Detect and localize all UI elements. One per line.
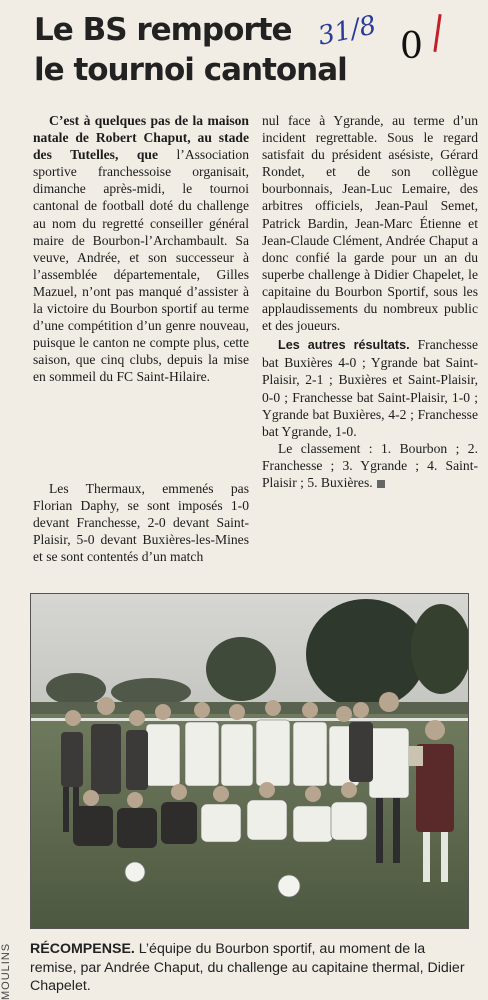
article-paragraph-2-part-a: [33, 480, 249, 565]
article-body-1: l’Association sportive franchessoise organisait, dimanche après-midi, le tournoi cantonal de football doté du challenge au nom du regretté conseiller général maire de Bourbon-l’Archambault. Sa veuve, Andrée, et son successeur à l’assemblée départementale, Gilles Mazuel, n’ont pas manqué d’assister à la victoire du Bourbon sportif au terme d’une compétition d’un genre nouveau, puisque le canton ne compte plus, cette saison, que cinq clubs, depuis la mise en sommeil du FC Saint-Hilaire.: [33, 147, 250, 385]
results-text: Franchesse bat Buxières 4-0 ; Ygrande bat Saint-Plaisir, 2-1 ; Buxières et Saint-Plaisir, 0-0 ; Franchesse bat Saint-Plaisir, 1-0 ; Ygrande bat Buxières, 4-2 ; Franchesse bat Ygrande, 1-0.: [262, 337, 479, 439]
red-pen-stroke: [433, 14, 441, 52]
article-lead: C’est à quelques pas de la maison natale de Robert Chaput, au stade des Tutelles, que: [33, 113, 249, 163]
results-paragraph: [262, 336, 478, 440]
photo-caption: [30, 940, 470, 996]
ranking-paragraph: [262, 440, 478, 491]
headline-line-1: Le BS remporte: [34, 12, 292, 48]
article-body-2b: nul face à Ygrande, au terme d’un incident regrettable. Sous le regard satisfait du président asésiste, Gérard Rondet, et de son collègue bourbonnais, Jean-Luc Lemaire, des arbitres officiels, Jean-Paul Semet, Patrick Bardin, Jean-Marc Étienne et Jean-Claude Clément, Andrée Chaput a donc confié la garde pour un an du superbe challenge à Didier Chapelet, le capitaine du Bourbon Sportif, sous les applaudissements du nombreux public et des joueurs.: [262, 113, 478, 334]
article-column-left: [33, 112, 249, 386]
handwritten-mark: 0: [400, 26, 423, 67]
article-column-right: [262, 336, 478, 491]
headline-line-2: le tournoi cantonal: [34, 52, 347, 88]
article-column-right-cont: [262, 112, 478, 334]
handwritten-annotation: [315, 10, 468, 76]
article-paragraph-2-part-b: [262, 112, 478, 334]
team-photo-illustration: [31, 594, 468, 928]
caption-label: RÉCOMPENSE.: [30, 941, 135, 957]
caption-text: L’équipe du Bourbon sportif, au moment de la remise, par Andrée Chaput, du challenge au capitaine thermal, Didier Chapelet.: [30, 941, 465, 994]
results-label: Les autres résultats.: [278, 338, 410, 353]
edition-label: MOULINS: [0, 942, 12, 1000]
article-body-2a: Les Thermaux, emmenés pas Florian Daphy, se sont imposés 1-0 devant Franchesse, 2-0 devant Saint-Plaisir, 5-0 devant Buxières-les-Mines et se sont contentés d’un match: [33, 481, 249, 565]
ranking-text: Le classement : 1. Bourbon ; 2. Franchesse ; 3. Ygrande ; 4. Saint-Plaisir ; 5. Buxières.: [262, 440, 478, 490]
article-column-left-cont: [33, 480, 249, 565]
article-paragraph-1: [33, 112, 249, 386]
handwritten-date: 31/8: [315, 10, 379, 52]
end-of-article-mark: [377, 480, 385, 488]
team-photo: [30, 593, 469, 929]
